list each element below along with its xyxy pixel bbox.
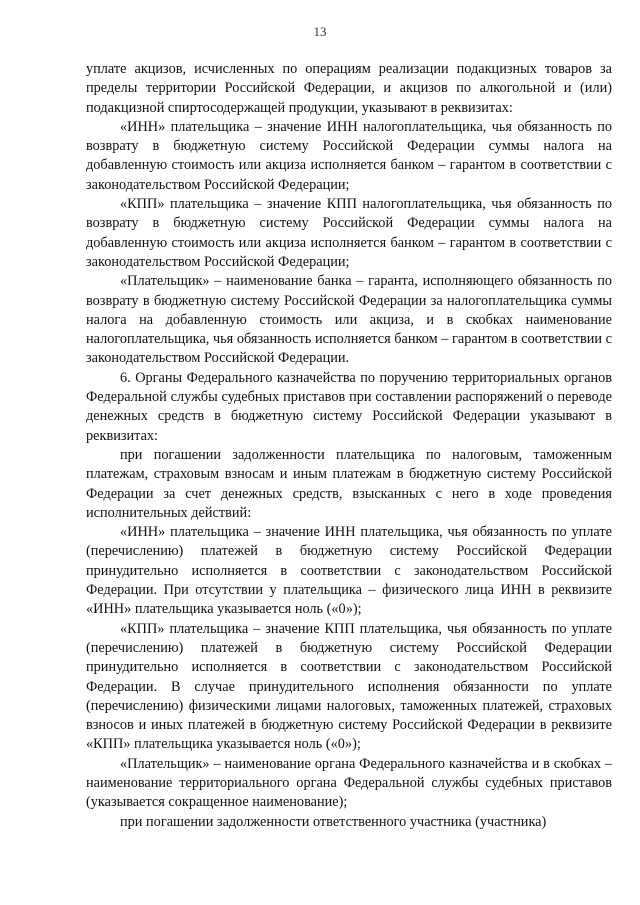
- document-body: [86, 60, 612, 832]
- paragraph: уплате акцизов, исчисленных по операциям реализации подакцизных товаров за пределы территории Российской Федерации, и акцизов по алкогольной и (или) подакцизной спиртосодержащей продукции, указывают в реквизитах:: [86, 61, 612, 116]
- paragraph: «КПП» плательщика – значение КПП налогоплательщика, чья обязанность по возврату в бюджетную систему Российской Федерации суммы налога на добавленную стоимость или акциза исполняется банком – гарантом в соответствии с законодательством Российской Федерации;: [86, 196, 612, 270]
- page-number: 13: [313, 24, 327, 39]
- paragraph: «Плательщик» – наименование органа Федерального казначейства и в скобках – наименование территориального органа Федеральной службы судебных приставов (указывается сокращенное наименование);: [86, 755, 612, 811]
- paragraph: 6. Органы Федерального казначейства по поручению территориальных органов Федеральной службы судебных приставов при составлении распоряжений о переводе денежных средств в бюджетную систему Российской Федерации указывают в реквизитах:: [86, 369, 612, 444]
- paragraph: «Плательщик» – наименование банка – гаранта, исполняющего обязанность по возврату в бюджетную систему Российской Федерации за налогоплательщика суммы налога на добавленную стоимость или акциза, и в скобках наименование налогоплательщика, чья обязанность исполняется банком – гарантом в соответствии с законодательством Российской Федерации.: [86, 273, 612, 367]
- paragraph: «КПП» плательщика – значение КПП плательщика, чья обязанность по уплате (перечислению) платежей в бюджетную систему Российской Федерации принудительно исполняется в соответствии с законодательством Российской Федерации. В случае принудительного исполнения обязанности по уплате (перечислению) физическими лицами налоговых, таможенных платежей, страховых взносов и иных платежей в бюджетную систему Российской Федерации в реквизите «КПП» плательщика указывается ноль («0»);: [86, 620, 612, 753]
- paragraph: «ИНН» плательщика – значение ИНН налогоплательщика, чья обязанность по возврату в бюджетную систему Российской Федерации суммы налога на добавленную стоимость или акциза исполняется банком – гарантом в соответствии с законодательством Российской Федерации;: [86, 118, 612, 193]
- paragraph: при погашении задолженности плательщика по налоговым, таможенным платежам, страховым взносам и иным платежам в бюджетную систему Российской Федерации за счет денежных средств, взысканных с него в ходе проведения исполнительных действий:: [86, 446, 612, 521]
- paragraph: «ИНН» плательщика – значение ИНН плательщика, чья обязанность по уплате (перечислению) платежей в бюджетную систему Российской Федерации принудительно исполняется в соответствии с законодательством Российской Федерации. При отсутствии у плательщика – физического лица ИНН в реквизите «ИНН» плательщика указывается ноль («0»);: [86, 524, 612, 618]
- paragraph: при погашении задолженности ответственного участника (участника): [120, 813, 547, 830]
